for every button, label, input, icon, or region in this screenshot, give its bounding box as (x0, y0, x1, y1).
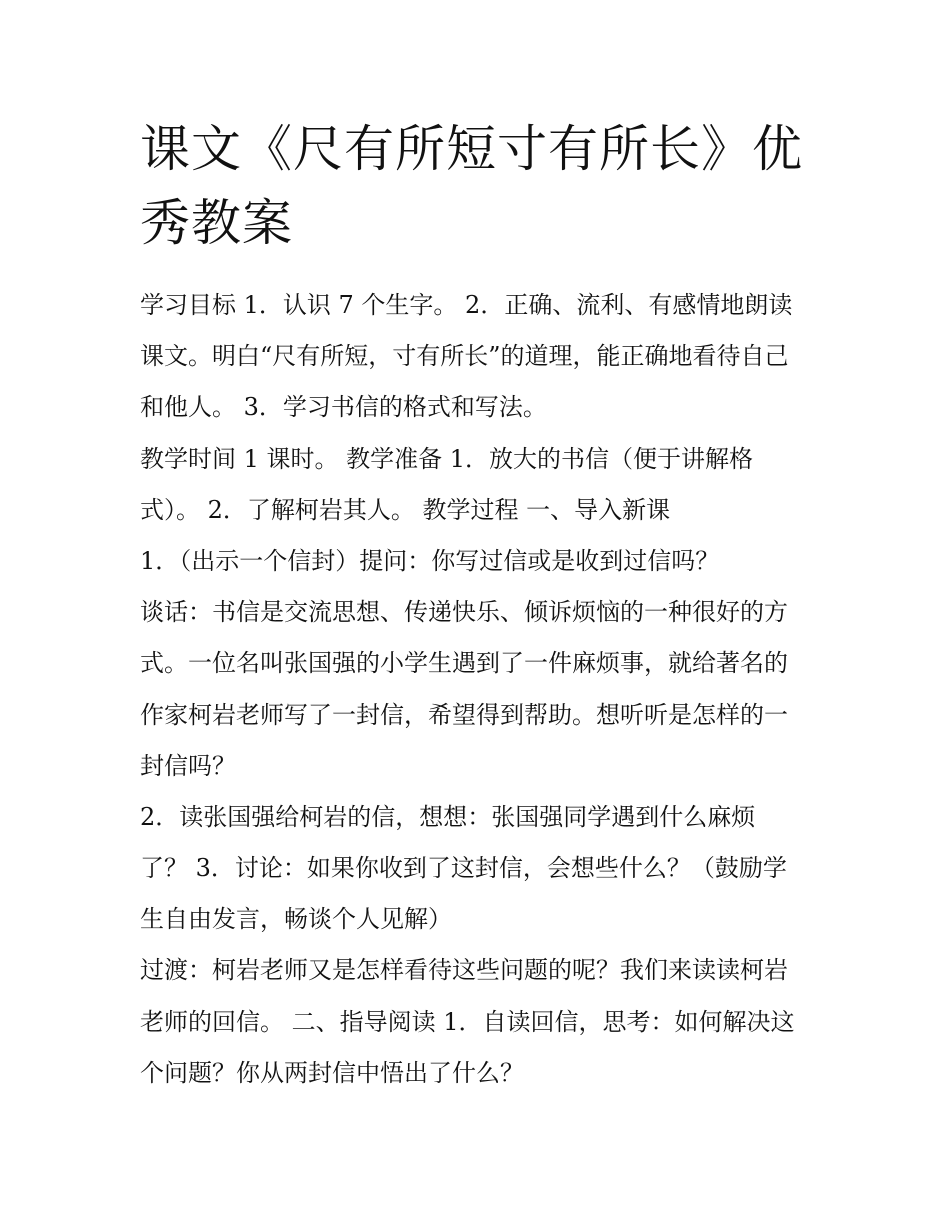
document-title (140, 112, 830, 260)
body-line: 生自由发言，畅谈个人见解） (140, 905, 452, 934)
body-line: 老师的回信。 二、指导阅读 1．自读回信，思考：如何解决这 (140, 1007, 795, 1036)
title-line: 课文《尺有所短寸有所长》优 (140, 120, 803, 178)
body-line: 课文。明白“尺有所短，寸有所长”的道理，能正确地看待自己 (140, 342, 789, 371)
body-line: 和他人。 3．学习书信的格式和写法。 (140, 393, 547, 422)
body-line: 式）。 2．了解柯岩其人。 教学过程 一、导入新课 (140, 495, 671, 524)
body-line: 过渡：柯岩老师又是怎样看待这些问题的呢？我们来读读柯岩 (140, 956, 788, 985)
title-line: 秀教案 (140, 194, 293, 252)
body-line: 个问题？你从两封信中悟出了什么？ (140, 1058, 524, 1087)
body-line: 了？ 3．讨论：如果你收到了这封信，会想些什么？（鼓励学 (140, 854, 787, 883)
document-body (140, 280, 840, 1099)
body-line: 谈话：书信是交流思想、传递快乐、倾诉烦恼的一种很好的方 (140, 598, 788, 627)
body-line: 作家柯岩老师写了一封信，希望得到帮助。想听听是怎样的一 (140, 700, 788, 729)
body-line: 式。一位名叫张国强的小学生遇到了一件麻烦事，就给著名的 (140, 649, 788, 678)
body-line: 封信吗？ (140, 751, 236, 780)
body-line: 2．读张国强给柯岩的信，想想：张国强同学遇到什么麻烦 (140, 802, 756, 831)
body-line: 1．（出示一个信封）提问：你写过信或是收到过信吗？ (140, 546, 720, 575)
body-line: 学习目标 1．认识 7 个生字。 2．正确、流利、有感情地朗读 (140, 291, 793, 319)
body-line: 教学时间 1 课时。 教学准备 1．放大的书信（便于讲解格 (140, 444, 754, 473)
